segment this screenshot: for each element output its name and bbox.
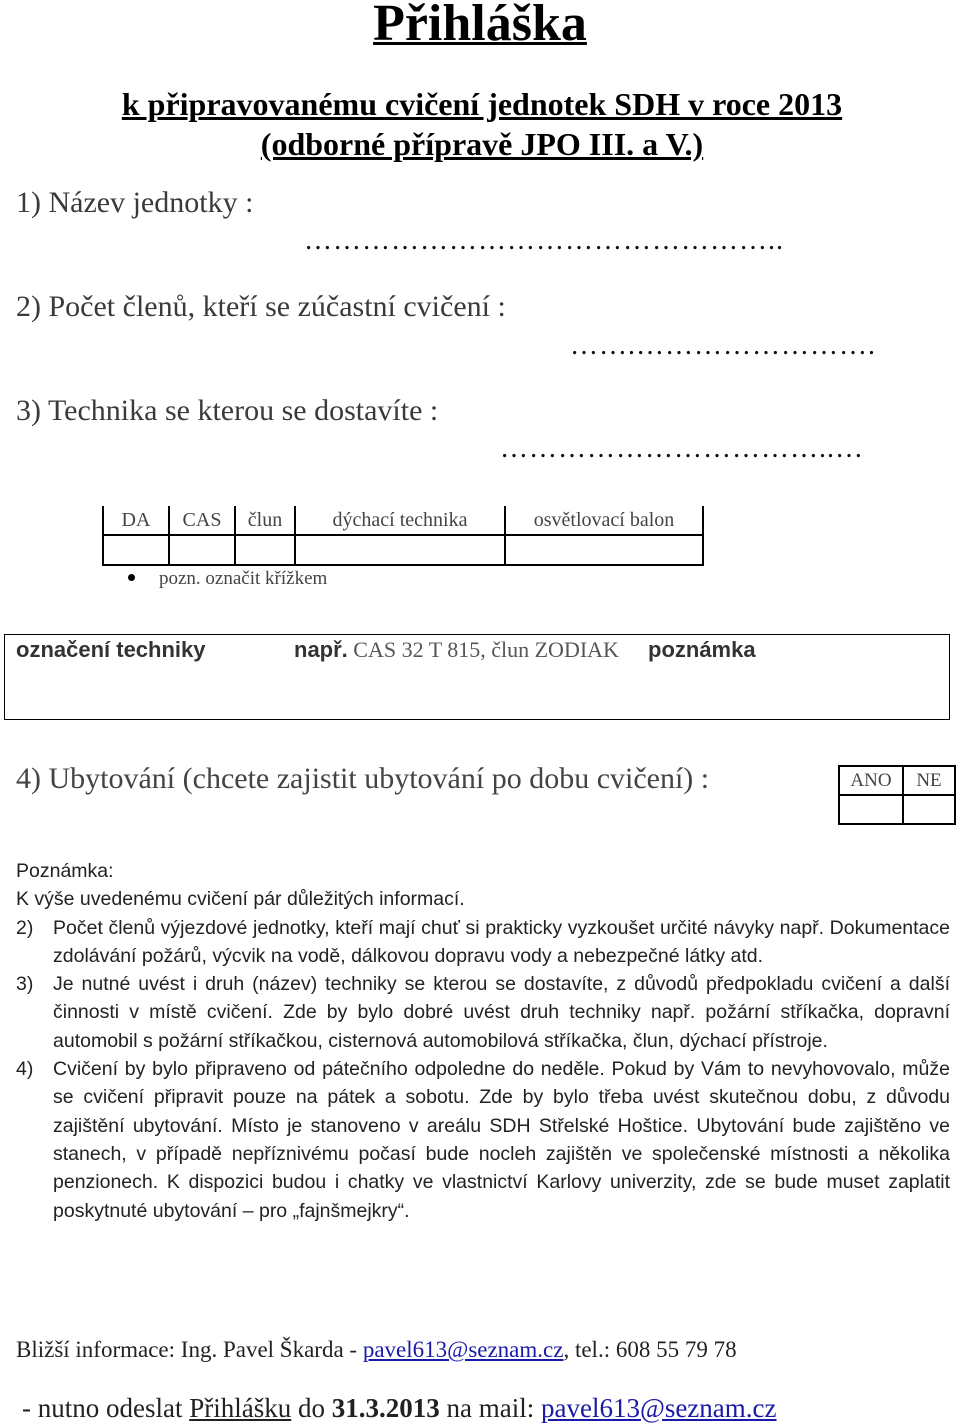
accommodation-choice bbox=[838, 765, 956, 825]
mark-note: pozn. označit křížkem bbox=[128, 568, 327, 590]
question-member-count: 2) Počet členů, kteří se zúčastní cvičení : bbox=[16, 290, 506, 323]
note-item: 3) Je nutné uvést i druh (název) techniky se kterou se dostavíte, z důvodů předpokladu cvičení a další činnosti v místě cvičení. Zde by bylo dobré uvést druh techniky např. požární stříkačka, dopravní automobil s požární stříkačkou, cisternová automobilová stříkačka, člun, dýchací přístroje. bbox=[16, 973, 950, 1052]
deadline-email-link[interactable]: pavel613@seznam.cz bbox=[540, 1393, 777, 1423]
unit-name-field[interactable]: ………………………………………….. bbox=[304, 225, 784, 256]
header-da: DA bbox=[103, 506, 169, 535]
subtitle-line-2: (odborné přípravě JPO III. a V.) bbox=[260, 126, 704, 162]
yes-label: ANO bbox=[839, 766, 903, 795]
question-accommodation: 4) Ubytování (chcete zajistit ubytování po dobu cvičení) : bbox=[16, 762, 710, 795]
deadline-date: 31.3.2013 bbox=[331, 1393, 440, 1423]
header-boat: člun bbox=[235, 506, 295, 535]
header-breathing: dýchací technika bbox=[295, 506, 505, 535]
designation-note-label: poznámka bbox=[648, 637, 756, 662]
member-count-field[interactable]: …….……………………. bbox=[570, 330, 876, 361]
subtitle-line-1: k připravovanému cvičení jednotek SDH v roce 2013 bbox=[121, 86, 843, 122]
yes-checkbox[interactable] bbox=[839, 795, 903, 824]
bullet-icon bbox=[128, 574, 135, 581]
note-item: 2) Počet členů výjezdové jednotky, kteří mají chuť si prakticky vyzkoušet určité návyky např. Dokumentace zdolávání požárů, výcvik na vodě, dálkovou dopravu vody a nebezpečné látky atd. bbox=[16, 916, 950, 967]
contact-email-link[interactable]: pavel613@seznam.cz bbox=[362, 1337, 564, 1362]
no-checkbox[interactable] bbox=[903, 795, 955, 824]
question-equipment: 3) Technika se kterou se dostavíte : bbox=[16, 394, 439, 427]
equipment-field[interactable]: ……………………………..… bbox=[500, 433, 864, 464]
question-unit-name: 1) Název jednotky : bbox=[16, 186, 254, 219]
no-label: NE bbox=[903, 766, 955, 795]
notes-section bbox=[16, 857, 950, 1225]
notes-heading: Poznámka: bbox=[16, 860, 114, 882]
notes-intro: K výše uvedenému cvičení pár důležitých informací. bbox=[16, 888, 465, 911]
deadline-info: - nutno odeslat Přihlášku do 31.3.2013 na mail: pavel613@seznam.cz bbox=[22, 1393, 777, 1423]
form-word: Přihlášku bbox=[189, 1393, 292, 1423]
header-cas: CAS bbox=[169, 506, 235, 535]
checkbox-boat[interactable] bbox=[235, 535, 295, 565]
checkbox-cas[interactable] bbox=[169, 535, 235, 565]
equipment-table bbox=[102, 506, 704, 566]
note-item: 4) Cvičení by bylo připraveno od pátečního odpoledne do neděle. Pokud by Vám to nevyhovovalo, může se cvičení připravit pouze na pátek a sobotu. Zde by bylo třeba uvést skutečnou dobu, z důvodu zajištění ubytování. Místo je stanoveno v areálu SDH Střelské Hoštice. Ubytování bude zajištěno ve stanech, v případě nepříznivému počasí bude nocleh zajištěn ve společenské místnosti a několika penzionech. K dispozici budou i chatky ve vlastnictví Karlovy univerzity, zde se bude muset zaplatit poskytnuté ubytování – pro „fajnšmejkry“. bbox=[16, 1058, 950, 1222]
designation-example: např. CAS 32 T 815, člun ZODIAK bbox=[294, 637, 619, 662]
checkbox-da[interactable] bbox=[103, 535, 169, 565]
checkbox-breathing[interactable] bbox=[295, 535, 505, 565]
checkbox-light-balloon[interactable] bbox=[505, 535, 703, 565]
designation-label: označení techniky bbox=[16, 637, 206, 662]
header-light-balloon: osvětlovací balon bbox=[505, 506, 703, 535]
contact-info: Bližší informace: Ing. Pavel Škarda - pavel613@seznam.cz, tel.: 608 55 79 78 bbox=[16, 1337, 737, 1362]
page-title: Přihláška bbox=[373, 0, 587, 52]
